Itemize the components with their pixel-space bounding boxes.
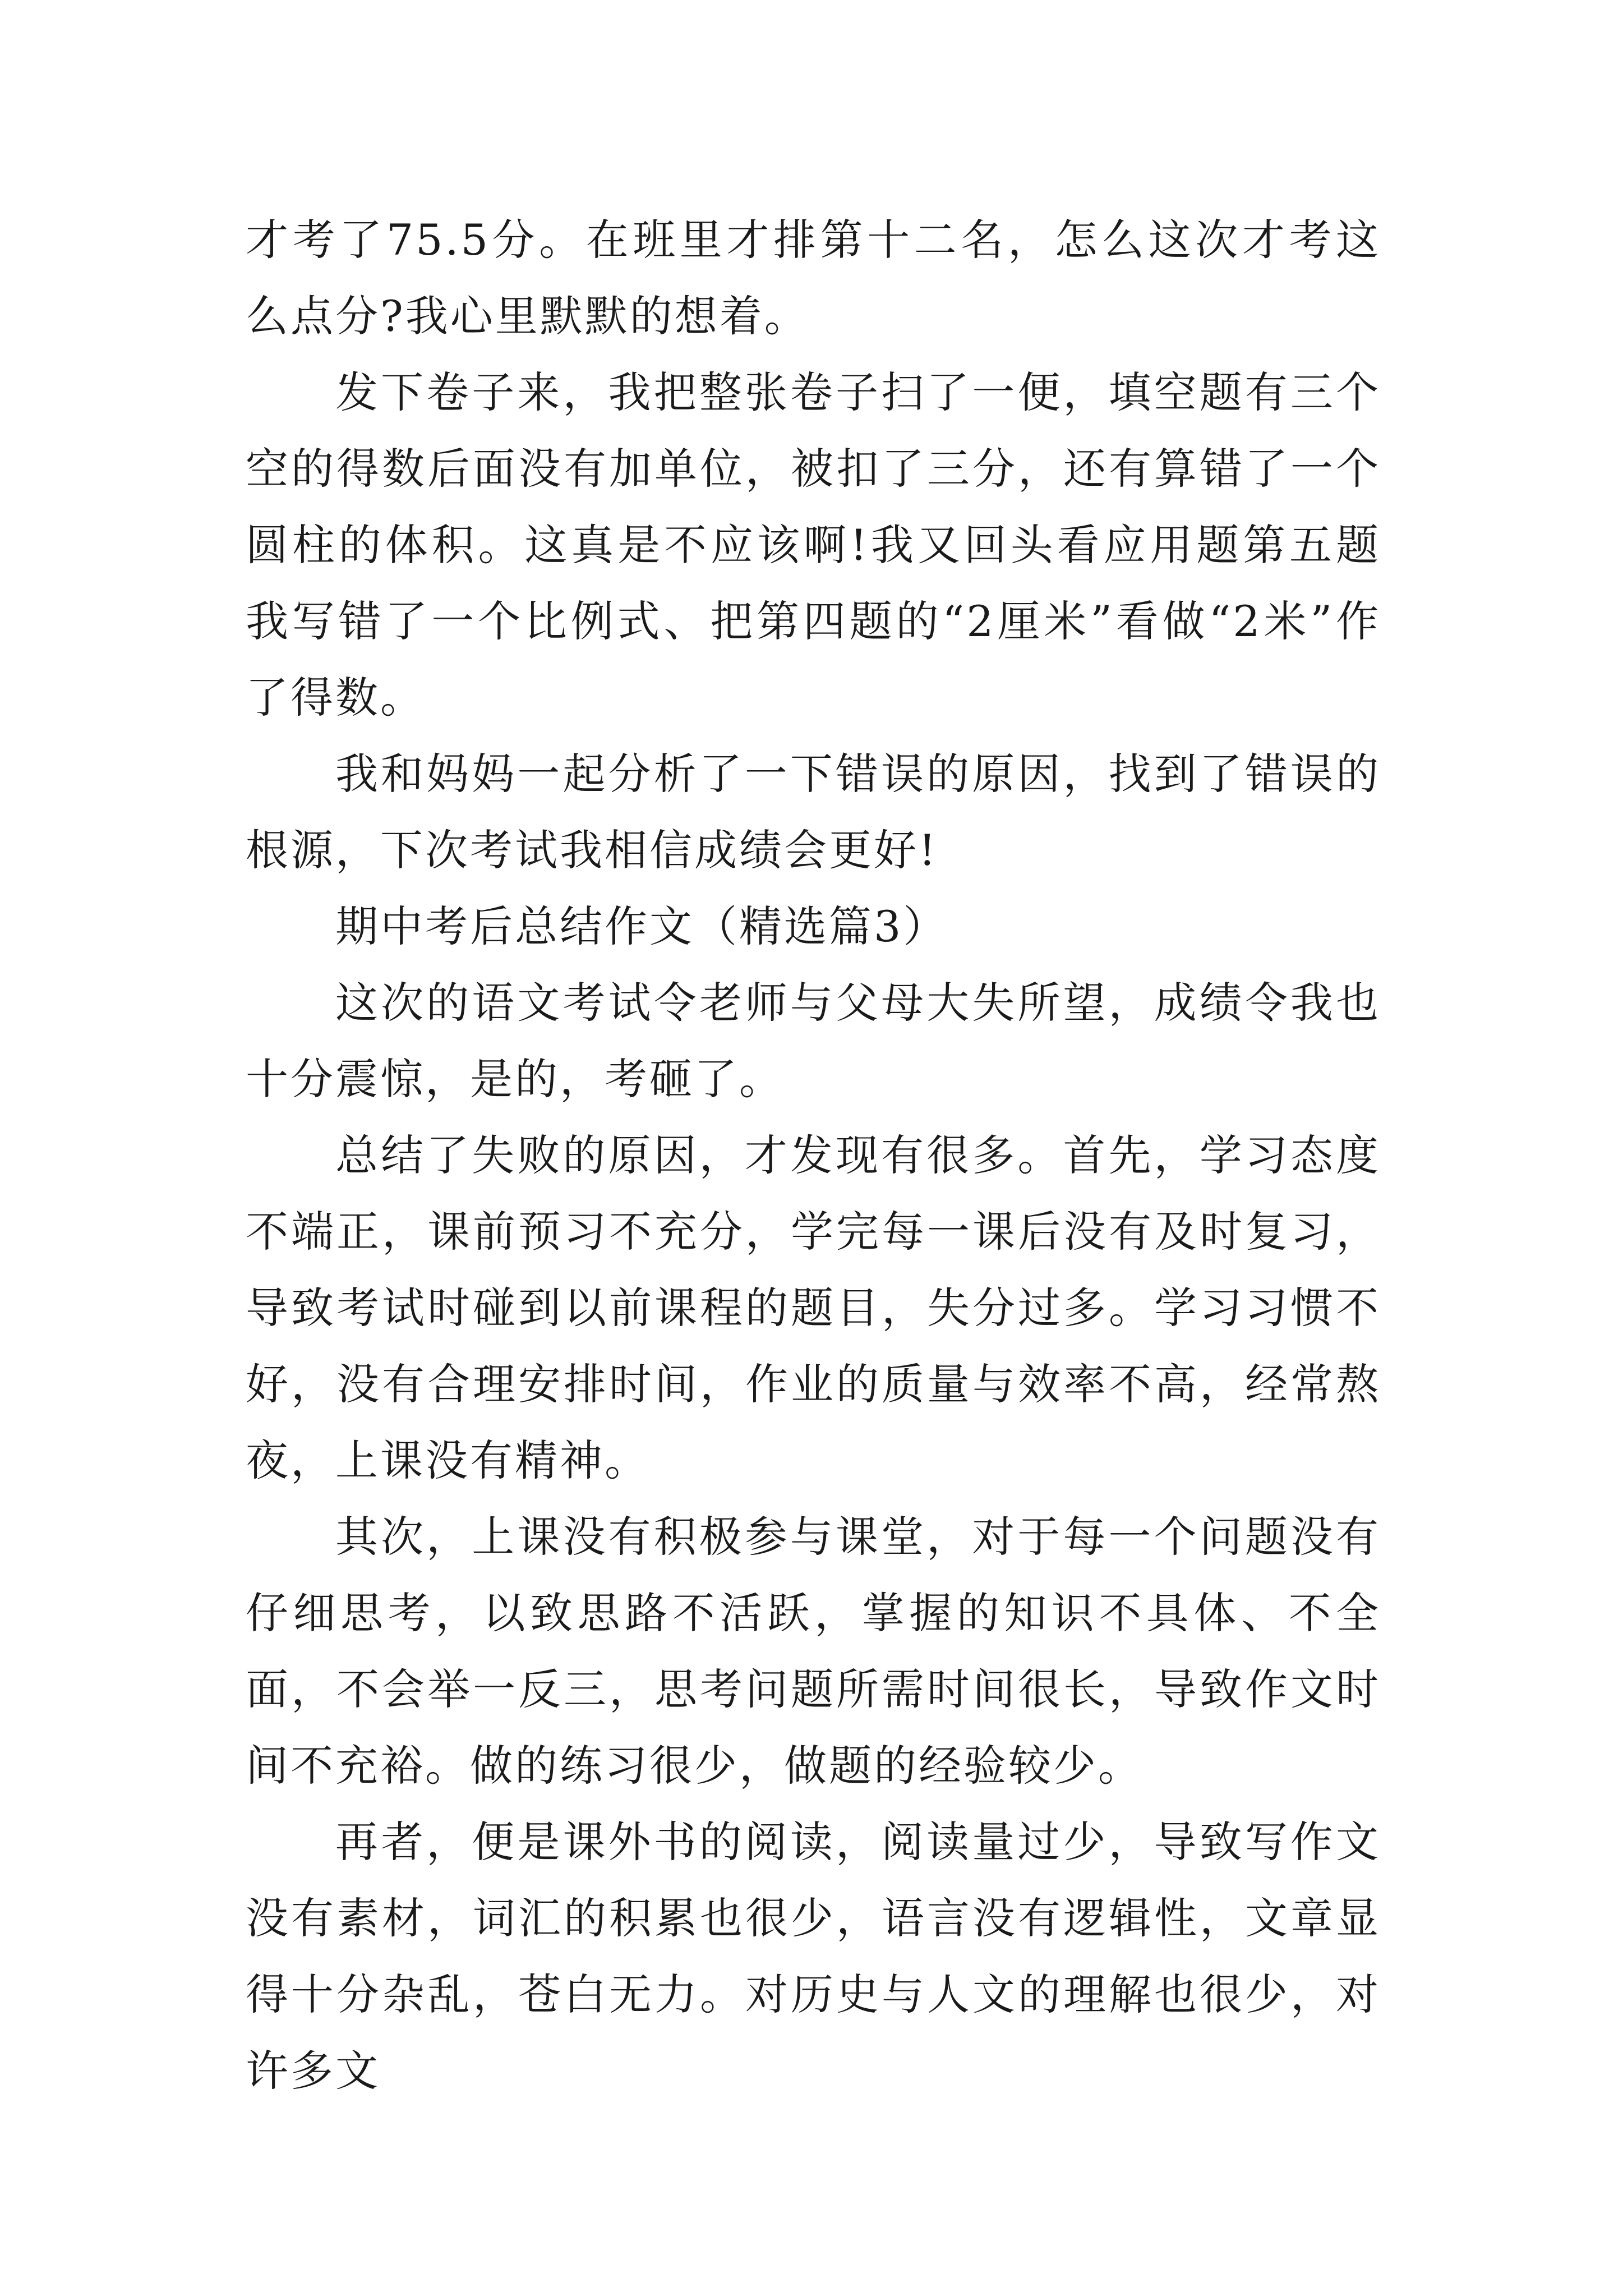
- paragraph-analysis-with-mom: 我和妈妈一起分析了一下错误的原因，找到了错误的根源，下次考试我相信成绩会更好!: [246, 749, 1381, 875]
- paragraph-reasons-second: 其次，上课没有积极参与课堂，对于每一个问题没有仔细思考，以致思路不活跃，掌握的知识不具体、不全面，不会举一反三，思考问题所需时间很长，导致作文时间不充裕。做的练习很少，做题的经验较少。: [246, 1512, 1381, 1791]
- section-heading: 期中考后总结作文（精选篇3）: [335, 901, 948, 951]
- paragraph-reasons-third: 再者，便是课外书的阅读，阅读量过少，导致写作文没有素材，词汇的积累也很少，语言没有逻辑性，文章显得十分杂乱，苍白无力。对历史与人文的理解也很少，对许多文: [246, 1817, 1381, 2096]
- paragraph-exam-review: 发下卷子来，我把整张卷子扫了一便，填空题有三个空的得数后面没有加单位，被扣了三分，还有算错了一个圆柱的体积。这真是不应该啊!我又回头看应用题第五题我写错了一个比例式、把第四题的“2厘米”看做“2米”作了得数。: [246, 367, 1381, 723]
- paragraph-chinese-exam: 这次的语文考试令老师与父母大失所望，成绩令我也十分震惊，是的，考砸了。: [246, 978, 1381, 1104]
- paragraph-reasons-first: 总结了失败的原因，才发现有很多。首先，学习态度不端正，课前预习不充分，学完每一课后没有及时复习，导致考试时碰到以前课程的题目，失分过多。学习习惯不好，没有合理安排时间，作业的质量与效率不高，经常熬夜，上课没有精神。: [246, 1130, 1381, 1485]
- paragraph-continuation: 才考了75.5分。在班里才排第十二名，怎么这次才考这么点分?我心里默默的想着。: [246, 215, 1381, 341]
- document-body: [246, 202, 1381, 2109]
